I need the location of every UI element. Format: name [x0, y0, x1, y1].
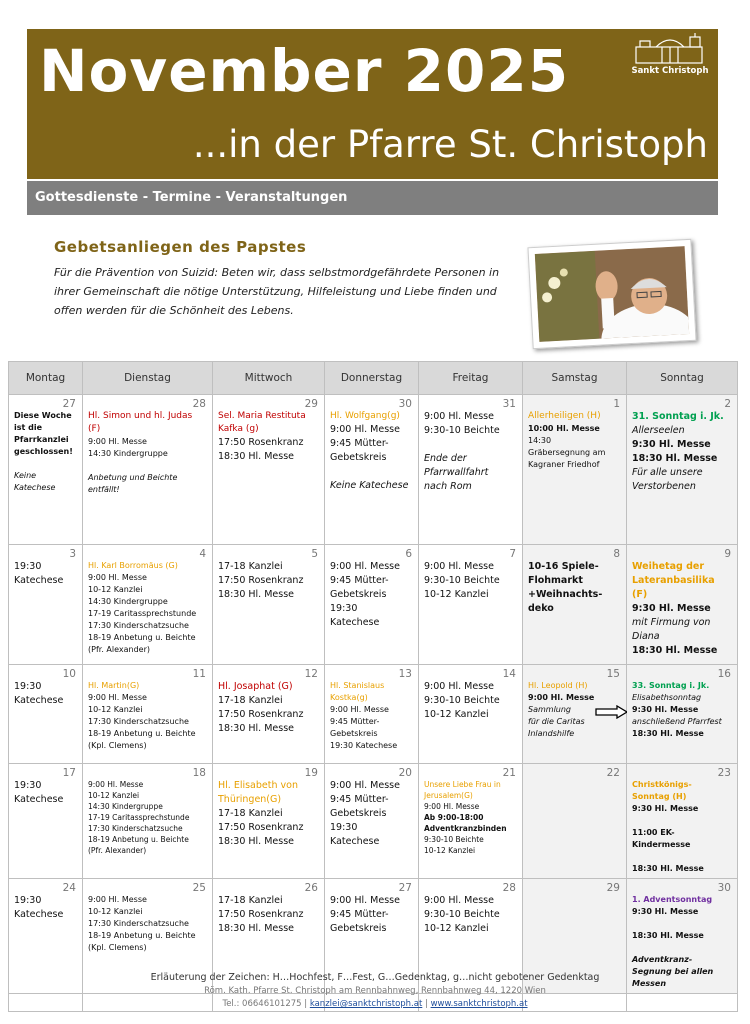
event-text: 9:00 Hl. Messe 9:30-10 Beichte 10-12 Kanzlei: [424, 895, 500, 934]
day-number: 3: [69, 548, 76, 560]
day-events: [632, 779, 732, 875]
event-text: Ab 9:00-18:00 Adventkranzbinden: [424, 813, 507, 833]
event-text: 19:30 Katechese: [14, 895, 64, 920]
day-events: [330, 779, 413, 849]
day-events: [218, 410, 319, 464]
event-text: 19:30 Katechese: [14, 681, 64, 706]
event-text: 9:30 Hl. Messe 18:30 Hl. Messe: [632, 439, 718, 464]
calendar-day-cell: [419, 665, 523, 764]
event-text: 10:00 Hl. Messe: [528, 424, 600, 433]
weekday-header: Donnerstag: [325, 362, 419, 395]
day-events: [632, 680, 732, 740]
day-events: [14, 560, 77, 588]
event-text: 17-18 Kanzlei 17:50 Rosenkranz 18:30 Hl. Messe: [218, 695, 304, 734]
event-text: 10-16 Spiele- Flohmarkt +Weihnachts- deko: [528, 561, 603, 614]
event-text: 9:00 Hl. Messe 9:45 Mütter- Gebetskreis 19:30 Katechese: [330, 705, 398, 750]
calendar-day-cell: [213, 395, 325, 545]
day-events: [88, 410, 207, 496]
event-text: 14:30 Gräbersegnung am Kagraner Friedhof: [528, 436, 606, 469]
event-text: Unsere Liebe Frau in Jerusalem(G): [424, 780, 501, 800]
event-text: Hl. Leopold (H): [528, 681, 588, 690]
day-number: 13: [398, 668, 412, 680]
event-text: 9:00 Hl. Messe 9:45 Mütter- Gebetskreis 19:30 Katechese: [330, 561, 400, 628]
event-text: Anbetung und Beichte entfällt!: [88, 473, 178, 494]
event-text: 19:30 Katechese: [14, 780, 64, 805]
day-number: 27: [62, 398, 76, 410]
event-text: Hl. Martin(G): [88, 681, 140, 690]
event-text: mit Firmung von Diana: [632, 617, 711, 642]
calendar-week-row: [9, 764, 738, 879]
day-events: [88, 680, 207, 752]
event-text: Hl. Josaphat (G): [218, 681, 293, 692]
day-number: 23: [717, 767, 731, 779]
event-text: Christkönigs- Sonntag (H): [632, 780, 692, 801]
day-events: [424, 894, 517, 936]
day-number: 14: [502, 668, 516, 680]
church-icon: [634, 33, 706, 65]
day-events: [88, 894, 207, 954]
day-events: [528, 410, 621, 471]
event-text: Sammlung für die Caritas Inlandshilfe: [528, 705, 585, 738]
day-events: [218, 560, 319, 602]
header-banner: [27, 29, 718, 179]
weekday-header: Dienstag: [83, 362, 213, 395]
day-events: [424, 560, 517, 602]
footer-address: Röm. Kath. Pfarre St. Christoph am Rennbahnweg, Rennbahnweg 44, 1220 Wien: [204, 986, 546, 996]
arrow-right-icon: [595, 705, 629, 719]
event-text: Hl. Elisabeth von Thüringen(G): [218, 780, 298, 805]
calendar-day-cell: [325, 545, 419, 665]
calendar-day-cell: [627, 545, 738, 665]
calendar-day-cell: [523, 545, 627, 665]
event-text: Sel. Maria Restituta Kafka (g): [218, 411, 306, 434]
day-events: [14, 410, 77, 494]
day-number: 24: [62, 882, 76, 894]
event-text: 9:00 Hl. Messe 14:30 Kindergruppe: [88, 437, 168, 458]
pope-photo: [527, 239, 696, 349]
event-text: Hl. Simon und hl. Judas (F): [88, 411, 193, 434]
calendar-week-row: [9, 665, 738, 764]
event-text: 9:30 Hl. Messe: [632, 603, 711, 614]
event-text: 17-18 Kanzlei 17:50 Rosenkranz 18:30 Hl. Messe: [218, 808, 304, 847]
event-text: 9:00 Hl. Messe 9:45 Mütter- Gebetskreis 19:30 Katechese: [330, 780, 400, 847]
calendar-table: [8, 361, 738, 1012]
event-text: Ende der Pfarrwallfahrt nach Rom: [424, 453, 489, 492]
day-number: 1: [613, 398, 620, 410]
calendar-day-cell: [83, 665, 213, 764]
day-number: 15: [606, 668, 620, 680]
calendar-day-cell: [523, 764, 627, 879]
day-events: [14, 680, 77, 708]
day-number: 31: [502, 398, 516, 410]
event-text: Keine Katechese: [14, 471, 56, 492]
day-number: 26: [304, 882, 318, 894]
event-text: 9:00 Hl. Messe 10-12 Kanzlei 17:30 Kinderschatzsuche 18-19 Anbetung u. Beichte (Kpl. Clemens): [88, 895, 196, 952]
day-number: 4: [199, 548, 206, 560]
parish-logo: [628, 33, 712, 79]
event-text: 9:00 Hl. Messe 9:45 Mütter- Gebetskreis: [330, 424, 400, 463]
day-number: 8: [613, 548, 620, 560]
logo-text: Sankt Christoph: [631, 66, 709, 76]
day-number: 17: [62, 767, 76, 779]
day-number: 28: [502, 882, 516, 894]
day-events: [14, 779, 77, 807]
weekday-header-row: [9, 362, 738, 395]
event-text: 9:00 Hl. Messe: [528, 693, 595, 702]
calendar-day-cell: [213, 764, 325, 879]
event-text: Diese Woche ist die Pfarrkanzlei geschlossen!: [14, 411, 73, 456]
day-number: 28: [192, 398, 206, 410]
calendar-day-cell: [325, 665, 419, 764]
footer-legend: Erläuterung der Zeichen: H…Hochfest, F…Fest, G…Gedenktag, g…nicht gebotener Gedenktag: [150, 972, 600, 983]
calendar-day-cell: [419, 395, 523, 545]
event-text: Allerheiligen (H): [528, 411, 601, 421]
calendar-day-cell: [523, 395, 627, 545]
day-number: 27: [398, 882, 412, 894]
day-number: 18: [192, 767, 206, 779]
day-number: 25: [192, 882, 206, 894]
weekday-header: Mittwoch: [213, 362, 325, 395]
website-link[interactable]: www.sanktchristoph.at: [430, 999, 528, 1009]
calendar-day-cell: [9, 764, 83, 879]
event-text: 11:00 EK- Kindermesse: [632, 828, 691, 849]
event-text: 9:30-10 Beichte 10-12 Kanzlei: [424, 835, 484, 855]
day-number: 19: [304, 767, 318, 779]
day-events: [330, 560, 413, 630]
page-subtitle: ...in der Pfarre St. Christoph: [192, 123, 708, 166]
event-text: 9:00 Hl. Messe 9:45 Mütter- Gebetskreis: [330, 895, 400, 934]
event-text: Elisabethsonntag: [632, 693, 702, 702]
calendar-day-cell: [627, 764, 738, 879]
day-number: 21: [502, 767, 516, 779]
day-events: [528, 560, 621, 616]
calendar-day-cell: [325, 764, 419, 879]
pope-image: [535, 246, 689, 342]
calendar-day-cell: [627, 665, 738, 764]
calendar-day-cell: [419, 545, 523, 665]
event-text: Hl. Stanislaus Kostka(g): [330, 681, 385, 702]
event-text: 17-18 Kanzlei 17:50 Rosenkranz 18:30 Hl. Messe: [218, 895, 304, 934]
day-number: 2: [724, 398, 731, 410]
calendar-day-cell: [213, 665, 325, 764]
event-text: 18:30 Hl. Messe: [632, 729, 704, 738]
calendar-day-cell: [83, 764, 213, 879]
event-text: 17:50 Rosenkranz 18:30 Hl. Messe: [218, 437, 304, 462]
subheader-text: Gottesdienste - Termine - Veranstaltungen: [35, 190, 348, 205]
day-events: [218, 680, 319, 736]
event-text: 18:30 Hl. Messe: [632, 645, 718, 656]
weekday-header: Sonntag: [627, 362, 738, 395]
weekday-header: Freitag: [419, 362, 523, 395]
event-text: Allerseelen: [632, 425, 685, 436]
day-events: [632, 560, 732, 658]
weekday-header: Samstag: [523, 362, 627, 395]
calendar-day-cell: [9, 665, 83, 764]
event-text: 19:30 Katechese: [14, 561, 64, 586]
calendar-day-cell: [523, 665, 627, 764]
subheader-bar: [27, 181, 718, 215]
event-text: 9:30 Hl. Messe 18:30 Hl. Messe: [632, 907, 704, 940]
day-events: [330, 894, 413, 936]
page-title: November 2025: [39, 37, 570, 105]
prayer-text: Für die Prävention von Suizid: Beten wir, dass selbstmordgefährdete Personen in ihrer Gemeinschaft die nötige Unterstützung, Hilfeleistung und Liebe finden und offen werden für die Schönheit des Lebens.: [54, 266, 500, 317]
email-link[interactable]: kanzlei@sanktchristoph.at: [309, 999, 423, 1009]
day-number: 30: [717, 882, 731, 894]
day-number: 7: [509, 548, 516, 560]
calendar-day-cell: [627, 395, 738, 545]
event-text: Keine Katechese: [330, 480, 409, 491]
event-text: 9:00 Hl. Messe 10-12 Kanzlei 17:30 Kinderschatzsuche 18-19 Anbetung u. Beichte (Kpl. Clemens): [88, 693, 196, 750]
event-text: 9:00 Hl. Messe 9:30-10 Beichte 10-12 Kanzlei: [424, 561, 500, 600]
day-events: [14, 894, 77, 922]
calendar-week-row: [9, 395, 738, 545]
event-text: 33. Sonntag i. Jk.: [632, 681, 710, 690]
event-text: 9:30 Hl. Messe: [632, 804, 699, 813]
day-number: 9: [724, 548, 731, 560]
day-number: 22: [606, 767, 620, 779]
prayer-title: Gebetsanliegen des Papstes: [54, 238, 307, 256]
day-number: 5: [311, 548, 318, 560]
day-events: [424, 410, 517, 494]
day-number: 29: [304, 398, 318, 410]
day-events: [424, 680, 517, 722]
event-text: Weihetag der Lateranbasilika (F): [632, 561, 715, 600]
event-text: 1. Adventsonntag: [632, 895, 713, 904]
day-events: [330, 410, 413, 493]
event-text: Adventkranz- Segnung bei allen Messen: [632, 955, 714, 988]
day-events: [88, 779, 207, 856]
event-text: 9:00 Hl. Messe 9:30-10 Beichte: [424, 411, 500, 436]
calendar-day-cell: [325, 395, 419, 545]
day-number: 29: [606, 882, 620, 894]
day-events: [218, 894, 319, 936]
calendar-day-cell: [9, 395, 83, 545]
event-text: 9:00 Hl. Messe: [424, 802, 480, 811]
calendar-day-cell: [83, 545, 213, 665]
day-number: 12: [304, 668, 318, 680]
event-text: 9:30 Hl. Messe: [632, 705, 699, 714]
calendar-week-row: [9, 545, 738, 665]
event-text: Hl. Wolfgang(g): [330, 411, 400, 421]
day-events: [218, 779, 319, 849]
day-events: [424, 779, 517, 856]
day-number: 10: [62, 668, 76, 680]
calendar-day-cell: [83, 395, 213, 545]
event-text: 17-18 Kanzlei 17:50 Rosenkranz 18:30 Hl. Messe: [218, 561, 304, 600]
footer-phone: Tel.: 06646101275 |: [222, 999, 308, 1009]
day-number: 6: [405, 548, 412, 560]
event-text: Für alle unsere Verstorbenen: [632, 467, 703, 492]
day-number: 30: [398, 398, 412, 410]
calendar-day-cell: [213, 545, 325, 665]
event-text: 9:00 Hl. Messe 10-12 Kanzlei 14:30 Kindergruppe 17-19 Caritassprechstunde 17:30 Kinderschatzsuche 18-19 Anbetung u. Beichte (Pfr. Alexander): [88, 780, 190, 855]
day-events: [632, 410, 732, 494]
event-text: Hl. Karl Borromäus (G): [88, 561, 178, 570]
day-number: 11: [192, 668, 206, 680]
event-text: 9:00 Hl. Messe 9:30-10 Beichte 10-12 Kanzlei: [424, 681, 500, 720]
day-events: [330, 680, 413, 752]
event-text: 31. Sonntag i. Jk.: [632, 411, 724, 422]
day-number: 16: [717, 668, 731, 680]
calendar-day-cell: [9, 545, 83, 665]
day-number: 20: [398, 767, 412, 779]
event-text: 9:00 Hl. Messe 10-12 Kanzlei 14:30 Kindergruppe 17-19 Caritassprechstunde 17:30 Kinderschatzsuche 18-19 Anbetung u. Beichte (Pfr. Alexander): [88, 573, 197, 654]
calendar-day-cell: [419, 764, 523, 879]
footer-contact: [0, 999, 750, 1009]
event-text: anschließend Pfarrfest: [632, 717, 722, 726]
weekday-header: Montag: [9, 362, 83, 395]
day-events: [88, 560, 207, 656]
footer-separator: |: [425, 999, 428, 1009]
event-text: 18:30 Hl. Messe: [632, 864, 704, 873]
